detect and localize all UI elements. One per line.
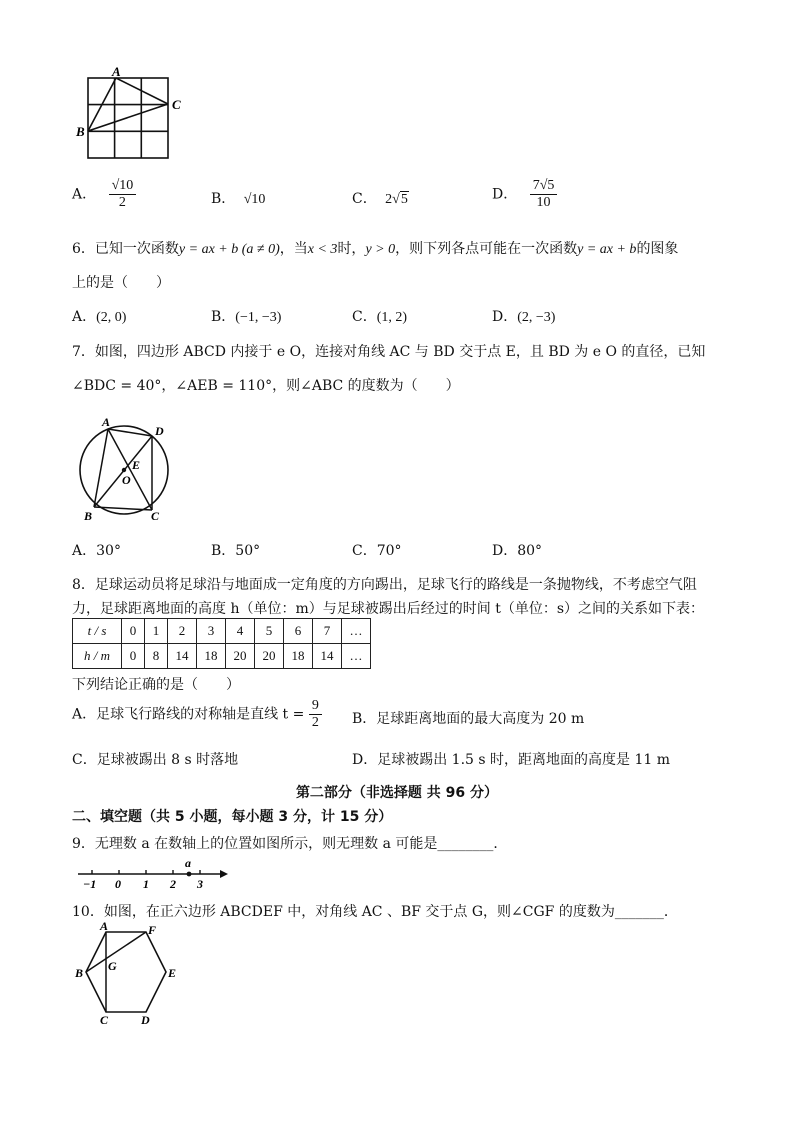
q5-option-b[interactable]: B． √10: [211, 191, 266, 207]
q5-d-numerator: 7√5: [530, 178, 558, 195]
q6-eq2: y = ax + b: [577, 242, 637, 257]
q5-option-c[interactable]: C． 2√5: [352, 191, 408, 207]
label-a: A: [100, 922, 109, 933]
q10-hexagon-figure: [72, 922, 182, 1028]
table-row-t: [73, 619, 371, 644]
label-a: A: [112, 64, 121, 79]
table-cell: 5: [255, 619, 284, 644]
point-a-label: a: [185, 856, 191, 870]
table-cell: 0: [122, 619, 145, 644]
q8-option-a[interactable]: A．足球飞行路线的对称轴是直线 t = $\frac{9}{2}$: [72, 698, 322, 731]
q7-option-a[interactable]: A．30°: [72, 543, 121, 559]
table-cell: 7: [313, 619, 342, 644]
table-cell: 18: [197, 644, 226, 669]
table-cell: …: [342, 619, 371, 644]
table-cell: 20: [255, 644, 284, 669]
q5-a-numerator: √10: [109, 178, 137, 195]
q7-option-c[interactable]: C．70°: [352, 543, 402, 559]
q9-number-line: [72, 856, 232, 890]
q8-stem-line1: 8．足球运动员将足球沿与地面成一定角度的方向踢出，足球飞行的路线是一条抛物线，不考虑空气阻: [72, 577, 697, 593]
q5-d-denominator: 10: [536, 195, 551, 210]
q6-eq1: y = ax + b (a ≠ 0): [178, 242, 280, 257]
table-cell: 3: [197, 619, 226, 644]
q8-a-denominator: 2: [311, 715, 319, 730]
part2-heading: 第二部分（非选择题 共 96 分）: [295, 785, 499, 801]
q7-stem-line1: 7．如图，四边形 ABCD 内接于 e O，连接对角线 AC 与 BD 交于点 E，且 BD 为 e O 的直径，已知: [72, 344, 706, 360]
tick-label: 3: [197, 877, 203, 890]
table-cell: 20: [226, 644, 255, 669]
section-heading: 二、填空题（共 5 小题，每小题 3 分，计 15 分）: [72, 809, 393, 825]
label-c: C: [100, 1013, 109, 1027]
q6-stem-line1: 6．已知一次函数y = ax + b (a ≠ 0)，当x < 3时，y > 0，则下列各点可能在一次函数y = ax + b的图象: [72, 241, 679, 257]
table-cell: 18: [284, 644, 313, 669]
q5-grid-figure: [72, 64, 202, 164]
table-cell: 6: [284, 619, 313, 644]
q5-option-d[interactable]: D． $\frac{7√5}{10}$: [492, 178, 557, 211]
label-a: A: [102, 415, 111, 429]
q7-option-b[interactable]: B．50°: [211, 543, 261, 559]
center-dot: [122, 468, 126, 472]
q10-stem: 10．如图，在正六边形 ABCDEF 中，对角线 AC 、BF 交于点 G，则∠CGF 的度数为_______．: [72, 904, 678, 920]
q6-option-a[interactable]: A．(2, 0): [72, 309, 127, 325]
q8-prompt: 下列结论正确的是（ ）: [72, 677, 240, 693]
table-cell: 2: [168, 619, 197, 644]
q7-circle-figure: [72, 414, 182, 524]
tick-label: 2: [170, 877, 176, 890]
q8-option-d[interactable]: D．足球被踢出 1.5 s 时，距离地面的高度是 11 m: [352, 752, 671, 768]
label-o: O: [122, 473, 131, 487]
table-cell: h / m: [73, 644, 122, 669]
table-cell: 4: [226, 619, 255, 644]
label-b: B: [84, 509, 93, 523]
table-cell: 14: [313, 644, 342, 669]
q6-option-c[interactable]: C．(1, 2): [352, 309, 408, 325]
q6-stem-line2: 上的是（ ）: [72, 275, 170, 291]
label-e: E: [132, 458, 141, 472]
label-c: C: [151, 509, 160, 523]
q6-option-d[interactable]: D．(2, −3): [492, 309, 556, 325]
q9-stem: 9．无理数 a 在数轴上的位置如图所示，则无理数 a 可能是________．: [72, 836, 508, 852]
table-row-h: [73, 644, 371, 669]
q5-c-coef: 2: [385, 192, 393, 207]
tick-label: −1: [83, 877, 97, 890]
label-d: D: [141, 1013, 150, 1027]
table-cell: 0: [122, 644, 145, 669]
q7-stem-line2: ∠BDC = 40°，∠AEB = 110°，则∠ABC 的度数为（ ）: [72, 378, 460, 394]
q8-option-c[interactable]: C．足球被踢出 8 s 时落地: [72, 752, 239, 768]
q5-c-radicand: 5: [400, 192, 408, 207]
table-cell: …: [342, 644, 371, 669]
label-b: B: [76, 124, 85, 139]
label-b: B: [75, 966, 84, 980]
hexagon-abcdef: [86, 932, 166, 1012]
tick-label: 1: [143, 877, 149, 890]
q5-option-a[interactable]: A． $\frac{√10}{2}$: [72, 178, 136, 211]
label-f: F: [148, 923, 157, 937]
tick-label: 0: [115, 877, 121, 890]
table-cell: 1: [145, 619, 168, 644]
q6-option-b[interactable]: B．(−1, −3): [211, 309, 282, 325]
table-cell: 8: [145, 644, 168, 669]
q8-a-numerator: 9: [309, 698, 322, 715]
q7-option-d[interactable]: D．80°: [492, 543, 543, 559]
q8-data-table: [72, 618, 371, 669]
q8-option-b[interactable]: B．足球距离地面的最大高度为 20 m: [352, 711, 585, 727]
axis-arrow: [220, 870, 228, 878]
label-d: D: [155, 424, 164, 438]
q8-stem-line2: 力，足球距离地面的高度 h（单位：m）与足球被踢出后经过的时间 t（单位：s）之间的关系如下表：: [72, 601, 705, 617]
label-e: E: [168, 966, 177, 980]
table-cell: 14: [168, 644, 197, 669]
label-g: G: [108, 959, 117, 973]
point-a: [187, 872, 192, 877]
q5-a-denominator: 2: [118, 195, 126, 210]
label-c: C: [172, 97, 181, 112]
table-cell: t / s: [73, 619, 122, 644]
q5-b-value: √10: [243, 192, 266, 207]
